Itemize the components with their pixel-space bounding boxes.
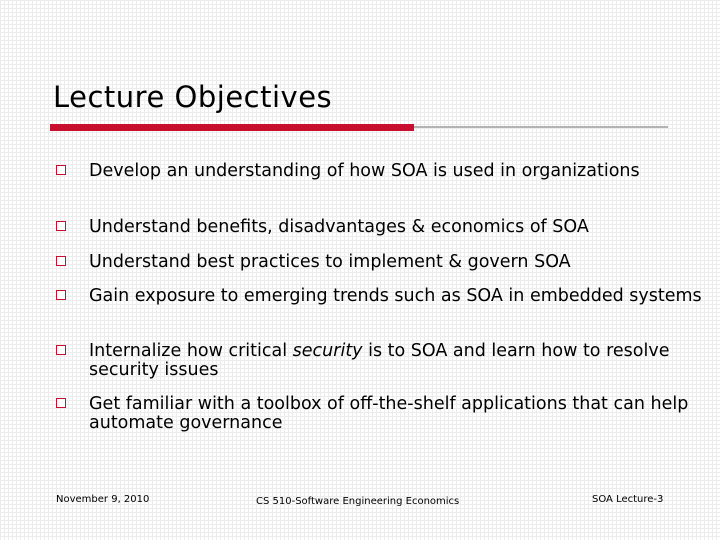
hollow-square-bullet-icon (56, 345, 66, 355)
hollow-square-bullet-icon (56, 398, 66, 408)
footer-date: November 9, 2010 (56, 494, 150, 505)
bullet-text: Understand benefits, disadvantages & economics of SOA (89, 217, 589, 237)
bullet-text-emphasis: security (292, 341, 363, 361)
bullet-text: Develop an understanding of how SOA is used in organizations (89, 161, 640, 181)
title-underline-accent (50, 124, 414, 131)
slide-title: Lecture Objectives (53, 80, 333, 114)
bullet-text: Gain exposure to emerging trends such as SOA in embedded systems (89, 286, 702, 306)
hollow-square-bullet-icon (56, 256, 66, 266)
title-underline-rule (414, 126, 668, 128)
bullet-text: Get familiar with a toolbox of off-the-shelf applications that can help automate governance (89, 394, 689, 433)
bullet-text-pre: Internalize how critical (89, 341, 293, 361)
hollow-square-bullet-icon (56, 165, 66, 175)
bullet-text (89, 342, 704, 380)
bullet-text-post: is to SOA and learn how to resolve security issues (89, 341, 670, 380)
hollow-square-bullet-icon (56, 290, 66, 300)
footer-course: CS 510-Software Engineering Economics (256, 496, 460, 507)
hollow-square-bullet-icon (56, 221, 66, 231)
bullet-text: Understand best practices to implement & govern SOA (89, 252, 571, 272)
footer-lecture: SOA Lecture-3 (592, 494, 664, 505)
